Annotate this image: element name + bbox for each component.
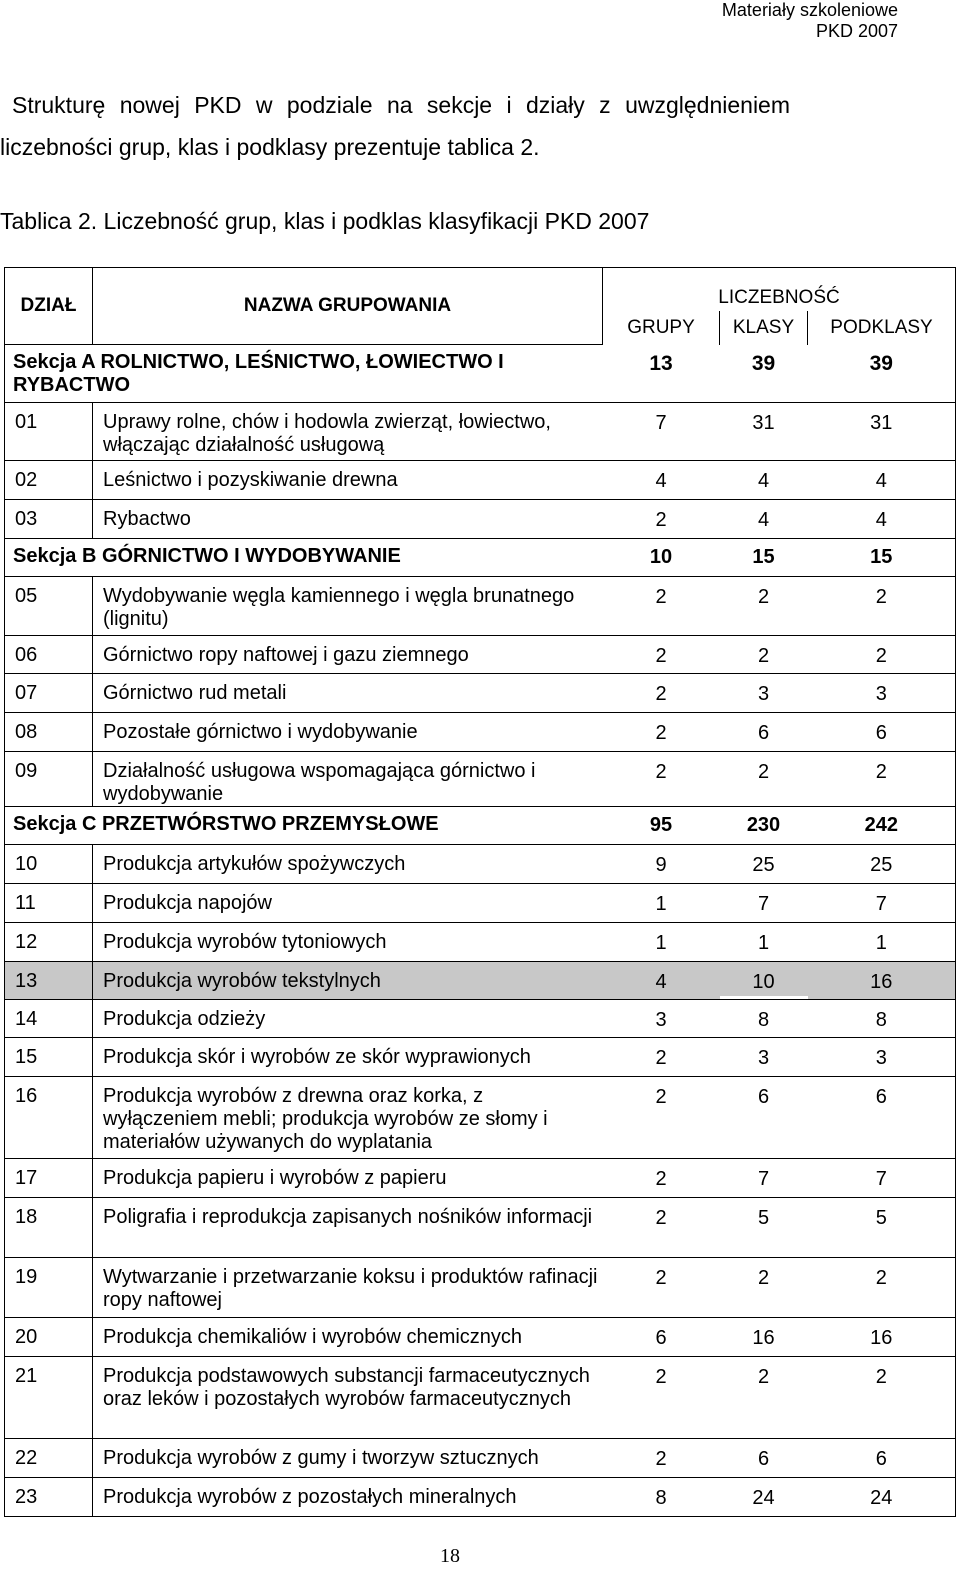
klasy-value: 4	[720, 500, 808, 539]
row-name: Produkcja wyrobów z gumy i tworzyw sztucznych	[93, 1439, 603, 1478]
podklasy-value: 3	[808, 1038, 956, 1077]
section-label: Sekcja A ROLNICTWO, LEŚNICTWO, ŁOWIECTWO I RYBACTWO	[5, 345, 603, 403]
podklasy-value: 2	[808, 1357, 956, 1439]
section-row	[5, 345, 956, 403]
grupy-value: 10	[603, 539, 720, 577]
grupy-value: 7	[603, 403, 720, 461]
table-row	[5, 674, 956, 713]
podklasy-value: 3	[808, 674, 956, 713]
row-code: 23	[5, 1478, 93, 1517]
row-name: Wytwarzanie i przetwarzanie koksu i produktów rafinacji ropy naftowej	[93, 1258, 603, 1318]
row-code: 13	[5, 962, 93, 1000]
row-code: 05	[5, 577, 93, 636]
row-name: Produkcja papieru i wyrobów z papieru	[93, 1159, 603, 1198]
grupy-value: 2	[603, 1077, 720, 1159]
row-code: 09	[5, 752, 93, 807]
row-name: Leśnictwo i pozyskiwanie drewna	[93, 461, 603, 500]
klasy-value: 4	[720, 461, 808, 500]
row-code: 11	[5, 884, 93, 923]
table-row	[5, 1439, 956, 1478]
row-code: 02	[5, 461, 93, 500]
podklasy-value: 6	[808, 1077, 956, 1159]
grupy-value: 4	[603, 461, 720, 500]
table-row	[5, 1159, 956, 1198]
klasy-value: 39	[720, 345, 808, 403]
table-row	[5, 1198, 956, 1258]
podklasy-value: 1	[808, 923, 956, 962]
table-row	[5, 1357, 956, 1439]
podklasy-value: 16	[808, 1318, 956, 1357]
table-row	[5, 1038, 956, 1077]
intro-line-2: liczebności grup, klas i podklasy prezentuje tablica 2.	[0, 134, 540, 160]
klasy-value: 1	[720, 923, 808, 962]
klasy-value: 6	[720, 1077, 808, 1159]
row-code: 16	[5, 1077, 93, 1159]
podklasy-value: 24	[808, 1478, 956, 1517]
podklasy-value: 6	[808, 1439, 956, 1478]
row-code: 17	[5, 1159, 93, 1198]
row-code: 19	[5, 1258, 93, 1318]
grupy-value: 6	[603, 1318, 720, 1357]
grupy-value: 2	[603, 500, 720, 539]
podklasy-value: 8	[808, 1000, 956, 1038]
podklasy-value: 2	[808, 752, 956, 807]
podklasy-value: 242	[808, 807, 956, 845]
klasy-value: 7	[720, 1159, 808, 1198]
row-code: 03	[5, 500, 93, 539]
row-name: Rybactwo	[93, 500, 603, 539]
table-row	[5, 461, 956, 500]
header-line-1: Materiały szkoleniowe	[721, 0, 898, 20]
table-row	[5, 500, 956, 539]
grupy-value: 2	[603, 1198, 720, 1258]
grupy-value: 2	[603, 752, 720, 807]
klasy-value: 2	[720, 1258, 808, 1318]
grupy-value: 3	[603, 1000, 720, 1038]
section-row	[5, 807, 956, 845]
grupy-value: 2	[603, 1439, 720, 1478]
intro-line-1: Strukturę nowej PKD w podziale na sekcje i działy z uwzględnieniem	[12, 92, 791, 118]
row-name: Produkcja podstawowych substancji farmaceutycznych oraz leków i pozostałych wyrobów farmaceutycznych	[93, 1357, 603, 1439]
klasy-value: 2	[720, 577, 808, 636]
podklasy-value: 4	[808, 500, 956, 539]
grupy-value: 4	[603, 962, 720, 1000]
table-row	[5, 1077, 956, 1159]
grupy-value: 2	[603, 636, 720, 674]
header-klasy: KLASY	[720, 311, 808, 345]
klasy-value: 31	[720, 403, 808, 461]
grupy-value: 2	[603, 1038, 720, 1077]
klasy-value: 2	[720, 752, 808, 807]
section-label: Sekcja C PRZETWÓRSTWO PRZEMYSŁOWE	[5, 807, 603, 845]
podklasy-value: 4	[808, 461, 956, 500]
row-code: 10	[5, 845, 93, 884]
grupy-value: 1	[603, 923, 720, 962]
table-row	[5, 923, 956, 962]
section-label: Sekcja B GÓRNICTWO I WYDOBYWANIE	[5, 539, 603, 577]
klasy-value: 3	[720, 1038, 808, 1077]
page-number: 18	[440, 1545, 460, 1567]
row-code: 08	[5, 713, 93, 752]
table-caption: Tablica 2. Liczebność grup, klas i podklas klasyfikacji PKD 2007	[0, 208, 650, 234]
row-name: Produkcja artykułów spożywczych	[93, 845, 603, 884]
header-liczebnosc: LICZEBNOŚĆ	[603, 268, 956, 311]
row-name: Pozostałe górnictwo i wydobywanie	[93, 713, 603, 752]
section-row	[5, 539, 956, 577]
row-code: 21	[5, 1357, 93, 1439]
row-code: 14	[5, 1000, 93, 1038]
klasy-value: 7	[720, 884, 808, 923]
podklasy-value: 2	[808, 1258, 956, 1318]
row-code: 15	[5, 1038, 93, 1077]
row-name: Produkcja napojów	[93, 884, 603, 923]
klasy-value: 25	[720, 845, 808, 884]
table-row	[5, 962, 956, 1000]
table-row	[5, 1000, 956, 1038]
row-name: Wydobywanie węgla kamiennego i węgla brunatnego (lignitu)	[93, 577, 603, 636]
grupy-value: 9	[603, 845, 720, 884]
klasy-value: 3	[720, 674, 808, 713]
pkd-table	[4, 267, 956, 1517]
grupy-value: 2	[603, 1357, 720, 1439]
klasy-value: 230	[720, 807, 808, 845]
table-row	[5, 577, 956, 636]
header-line-2: PKD 2007	[815, 21, 898, 41]
table-row	[5, 636, 956, 674]
page-header	[722, 0, 898, 42]
podklasy-value: 15	[808, 539, 956, 577]
podklasy-value: 2	[808, 577, 956, 636]
intro-paragraph	[0, 84, 870, 168]
table-row	[5, 845, 956, 884]
podklasy-value: 39	[808, 345, 956, 403]
table-row	[5, 1478, 956, 1517]
row-code: 06	[5, 636, 93, 674]
podklasy-value: 25	[808, 845, 956, 884]
row-code: 07	[5, 674, 93, 713]
grupy-value: 2	[603, 1258, 720, 1318]
podklasy-value: 5	[808, 1198, 956, 1258]
row-name: Produkcja odzieży	[93, 1000, 603, 1038]
row-code: 12	[5, 923, 93, 962]
row-code: 18	[5, 1198, 93, 1258]
table-row	[5, 403, 956, 461]
klasy-value: 10	[720, 962, 808, 1000]
grupy-value: 95	[603, 807, 720, 845]
row-code: 22	[5, 1439, 93, 1478]
row-name: Produkcja wyrobów z pozostałych mineralnych	[93, 1478, 603, 1517]
podklasy-value: 7	[808, 884, 956, 923]
row-name: Uprawy rolne, chów i hodowla zwierząt, łowiectwo, włączając działalność usługową	[93, 403, 603, 461]
grupy-value: 2	[603, 713, 720, 752]
podklasy-value: 7	[808, 1159, 956, 1198]
table-row	[5, 752, 956, 807]
grupy-value: 2	[603, 1159, 720, 1198]
row-name: Produkcja chemikaliów i wyrobów chemicznych	[93, 1318, 603, 1357]
row-name: Produkcja wyrobów tekstylnych	[93, 962, 603, 1000]
row-code: 01	[5, 403, 93, 461]
row-name: Poligrafia i reprodukcja zapisanych nośników informacji	[93, 1198, 603, 1258]
row-code: 20	[5, 1318, 93, 1357]
klasy-value: 6	[720, 713, 808, 752]
header-grupy: GRUPY	[603, 311, 720, 345]
table-row	[5, 884, 956, 923]
row-name: Produkcja skór i wyrobów ze skór wyprawionych	[93, 1038, 603, 1077]
klasy-value: 24	[720, 1478, 808, 1517]
row-name: Produkcja wyrobów tytoniowych	[93, 923, 603, 962]
klasy-value: 5	[720, 1198, 808, 1258]
header-podklasy: PODKLASY	[808, 311, 956, 345]
grupy-value: 2	[603, 577, 720, 636]
klasy-value: 2	[720, 636, 808, 674]
header-dzial: DZIAŁ	[5, 268, 93, 345]
table-row	[5, 1318, 956, 1357]
row-name: Produkcja wyrobów z drewna oraz korka, z wyłączeniem mebli; produkcja wyrobów ze słomy i materiałów używanych do wyplatania	[93, 1077, 603, 1159]
header-nazwa: NAZWA GRUPOWANIA	[93, 268, 603, 345]
klasy-value: 16	[720, 1318, 808, 1357]
grupy-value: 1	[603, 884, 720, 923]
klasy-value: 6	[720, 1439, 808, 1478]
podklasy-value: 31	[808, 403, 956, 461]
row-name: Górnictwo ropy naftowej i gazu ziemnego	[93, 636, 603, 674]
podklasy-value: 6	[808, 713, 956, 752]
klasy-value: 8	[720, 1000, 808, 1038]
row-name: Działalność usługowa wspomagająca górnictwo i wydobywanie	[93, 752, 603, 807]
podklasy-value: 2	[808, 636, 956, 674]
grupy-value: 2	[603, 674, 720, 713]
podklasy-value: 16	[808, 962, 956, 1000]
klasy-value: 15	[720, 539, 808, 577]
grupy-value: 8	[603, 1478, 720, 1517]
table-row	[5, 713, 956, 752]
table-row	[5, 1258, 956, 1318]
grupy-value: 13	[603, 345, 720, 403]
row-name: Górnictwo rud metali	[93, 674, 603, 713]
klasy-value: 2	[720, 1357, 808, 1439]
